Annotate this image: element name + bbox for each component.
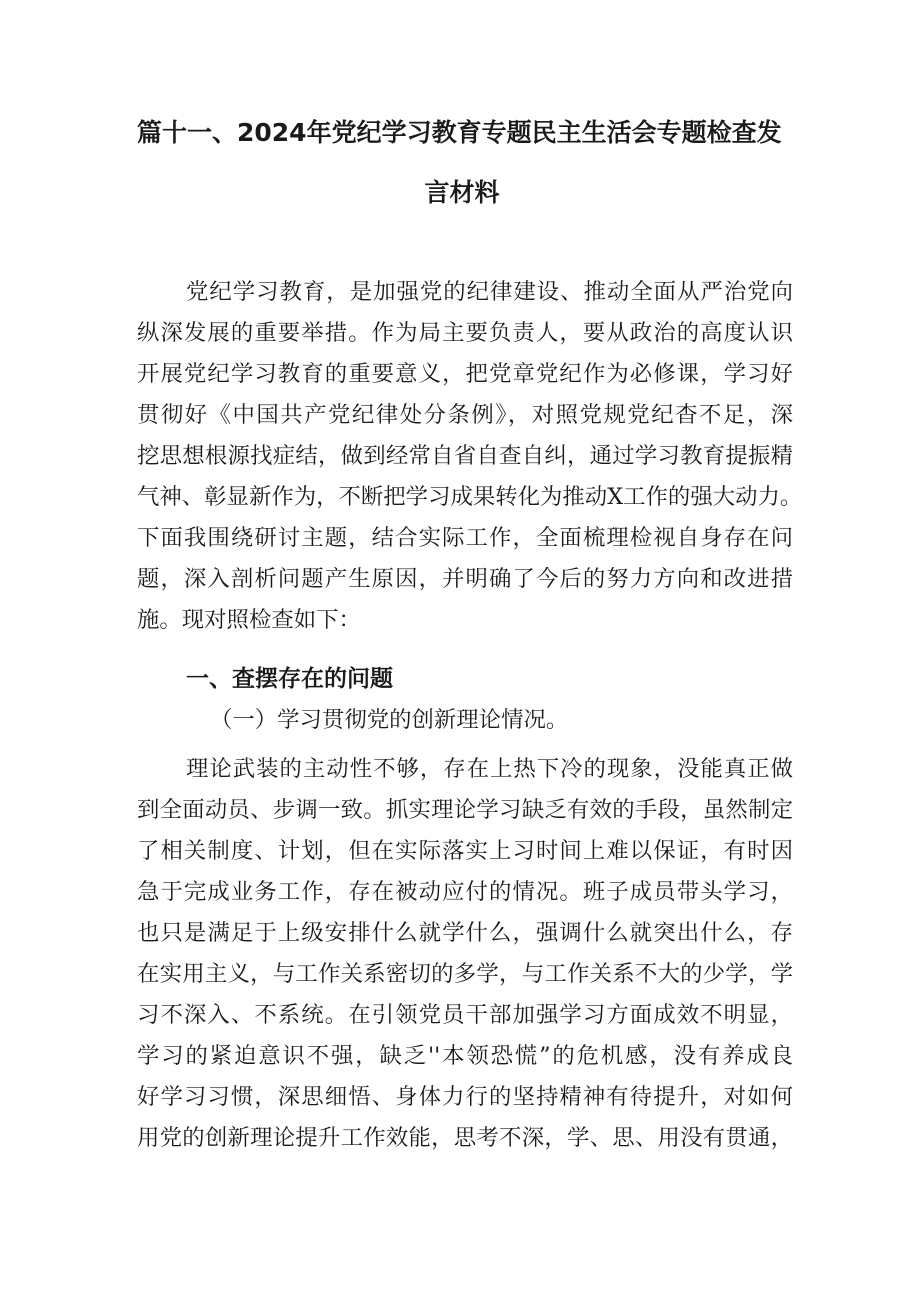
body-line: 用党的创新理论提升工作效能，思考不深，学、思、用没有贯通，	[137, 1125, 793, 1151]
intro-line: 挖思想根源找症结，做到经常自省自查自纠，通过学习教育提振精	[137, 443, 793, 469]
document-title-line-2: 言材料	[424, 178, 500, 207]
intro-line: 开展党纪学习教育的重要意义，把党章党纪作为必修课，学习好	[137, 361, 793, 387]
intro-line: 施。现对照检查如下：	[137, 607, 361, 633]
body-line: 学习的紧迫意识不强，缺乏''本领恐慌”的危机感，没有养成良	[137, 1043, 793, 1069]
section-heading: 一、查摆存在的问题	[186, 666, 393, 692]
body-line: 好学习习惯，深思细悟、身体力行的坚持精神有待提升，对如何	[137, 1084, 793, 1110]
body-line: 在实用主义，与工作关系密切的多学，与工作关系不大的少学，学	[137, 961, 793, 987]
body-line: 习不深入、不系统。在引领党员干部加强学习方面成效不明显，	[137, 1002, 793, 1028]
body-line: 了相关制度、计划，但在实际落实上习时间上难以保证，有时因	[137, 838, 793, 864]
subsection-heading: （一）学习贯彻党的创新理论情况。	[210, 707, 569, 733]
body-line: 到全面动员、步调一致。抓实理论学习缺乏有效的手段，虽然制定	[137, 797, 793, 823]
document-title-line-1: 篇十一、2024年党纪学习教育专题民主生活会专题检查发	[137, 118, 782, 147]
body-line: 急于完成业务工作，存在被动应付的情况。班子成员带头学习，	[137, 879, 793, 905]
body-line: 也只是满足于上级安排什么就学什么，强调什么就突出什么，存	[137, 920, 793, 946]
intro-line: 下面我围绕研讨主题，结合实际工作，全面梳理检视自身存在问	[137, 525, 793, 551]
intro-line: 气神、彰显新作为，不断把学习成果转化为推动X工作的强大动力。	[137, 484, 803, 510]
intro-line: 贯彻好《中国共产党纪律处分条例》，对照党规党纪杳不足，深	[137, 402, 793, 428]
intro-line: 党纪学习教育，是加强党的纪律建设、推动全面从严治党向	[186, 279, 793, 305]
body-line: 理论武装的主动性不够，存在上热下冷的现象，没能真正做	[186, 756, 793, 782]
intro-line: 纵深发展的重要举措。作为局主要负责人，要从政治的高度认识	[137, 320, 793, 346]
intro-line: 题，深入剖析问题产生原因，并明确了今后的努力方向和改进措	[137, 566, 793, 592]
